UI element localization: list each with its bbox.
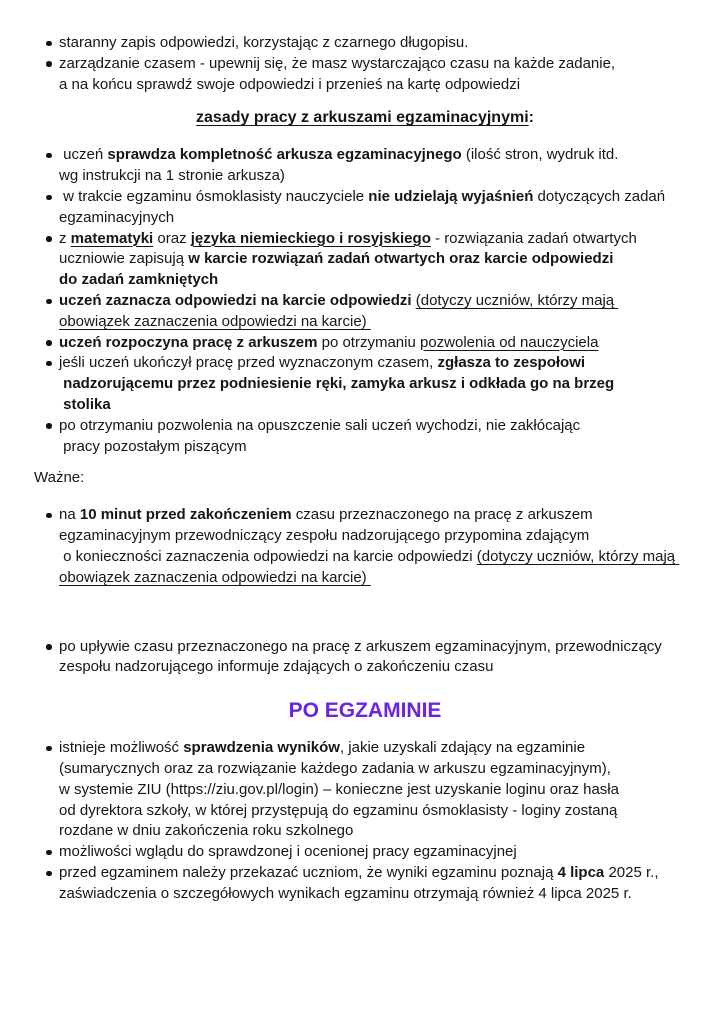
bullet-icon (46, 291, 59, 304)
list-item (34, 842, 696, 863)
after-exam-bullet-list (34, 738, 696, 904)
bullet-icon (46, 738, 59, 751)
bullet-icon (46, 33, 59, 46)
after-exam-heading: PO EGZAMINIE (288, 699, 442, 723)
important-label: Ważne: (34, 469, 85, 487)
bullet-icon (46, 229, 59, 242)
list-item-text: po upływie czasu przeznaczonego na pracę z arkuszem egzaminacyjnym, przewodniczący zespołu nadzorującego informuje zdających o zakończeniu czasu (59, 637, 662, 676)
list-item-text: uczeń zaznacza odpowiedzi na karcie odpowiedzi (dotyczy uczniów, którzy mają obowiązek zaznaczenia odpowiedzi na karcie) (59, 291, 619, 330)
list-item-text: na 10 minut przed zakończeniem czasu przeznaczonego na pracę z arkuszem egzaminacyjnym przewodniczący zespołu nadzorującego przypomina zdającym o konieczności zaznaczenia odpowiedzi na karcie odpowiedzi (dotyczy uczniów, którzy mają obowiązek zaznaczenia odpowiedzi na karcie) (59, 506, 680, 586)
rules-bullet-list (34, 145, 696, 457)
list-item-text: możliwości wglądu do sprawdzonej i ocenionej pracy egzaminacyjnej (59, 843, 517, 861)
list-item (34, 229, 696, 291)
list-item (34, 333, 696, 354)
list-item (34, 353, 696, 415)
list-item-text: jeśli uczeń ukończył pracę przed wyznaczonym czasem, zgłasza to zespołowi nadzorującemu przez podniesienie ręki, zamyka arkusz i odkłada go na brzeg stolika (59, 354, 615, 413)
bullet-icon (46, 54, 59, 67)
bullet-icon (46, 637, 59, 650)
rules-section-heading (34, 107, 696, 129)
list-item (34, 145, 696, 187)
list-item (34, 738, 696, 842)
list-item (34, 416, 696, 458)
list-item-text: zarządzanie czasem - upewnij się, że masz wystarczająco czasu na każde zadanie, a na końcu sprawdź swoje odpowiedzi i przenieś na kartę odpowiedzi (59, 54, 616, 93)
list-item-text: przed egzaminem należy przekazać uczniom, że wyniki egzaminu poznają 4 lipca 2025 r., zaświadczenia o szczegółowych wynikach egzaminu otrzymają również 4 lipca 2025 r. (59, 863, 659, 902)
list-item (34, 33, 696, 54)
intro-bullet-list (34, 33, 696, 95)
list-item-text: istnieje możliwość sprawdzenia wyników, jakie uzyskali zdający na egzaminie (sumarycznych oraz za rozwiązanie każdego zadania w arkuszu egzaminacyjnym), w systemie ZIU (https://ziu.gov.pl/login) – konieczne jest uzyskanie loginu oraz hasła od dyrektora szkoły, w której przystępują do egzaminu ósmoklasisty - loginy zostaną rozdane w dniu zakończenia roku szkolnego (59, 739, 619, 840)
list-item (34, 637, 696, 679)
bullet-icon (46, 145, 59, 158)
bullet-icon (46, 187, 59, 200)
bullet-icon (46, 416, 59, 429)
bullet-icon (46, 842, 59, 855)
list-item-text: po otrzymaniu pozwolenia na opuszczenie sali uczeń wychodzi, nie zakłócając pracy pozostałym piszącym (59, 416, 581, 455)
rules-heading-colon: : (528, 109, 534, 127)
list-item (34, 54, 696, 96)
bullet-icon (46, 353, 59, 366)
list-item-text: uczeń sprawdza kompletność arkusza egzaminacyjnego (ilość stron, wydruk itd. wg instrukcji na 1 stronie arkusza) (59, 146, 619, 185)
bullet-icon (46, 333, 59, 346)
list-item (34, 505, 696, 588)
list-item-text: w trakcie egzaminu ósmoklasisty nauczyciele nie udzielają wyjaśnień dotyczących zadań egzaminacyjnych (59, 187, 666, 226)
bullet-icon (46, 505, 59, 518)
list-item (34, 291, 696, 333)
list-item (34, 187, 696, 229)
important-bullet-list (34, 505, 696, 588)
rules-heading-text: zasady pracy z arkuszami egzaminacyjnymi (196, 109, 529, 127)
list-item-text: staranny zapis odpowiedzi, korzystając z czarnego długopisu. (59, 34, 469, 51)
important-bullet-list-2 (34, 637, 696, 679)
bullet-icon (46, 863, 59, 876)
list-item-text: z matematyki oraz języka niemieckiego i rosyjskiego - rozwiązania zadań otwartych uczniowie zapisują w karcie rozwiązań zadań otwartych oraz karcie odpowiedzi do zadań zamkniętych (59, 229, 637, 289)
list-item-text: uczeń rozpoczyna pracę z arkuszem po otrzymaniu pozwolenia od nauczyciela (59, 333, 599, 351)
list-item (34, 863, 696, 905)
